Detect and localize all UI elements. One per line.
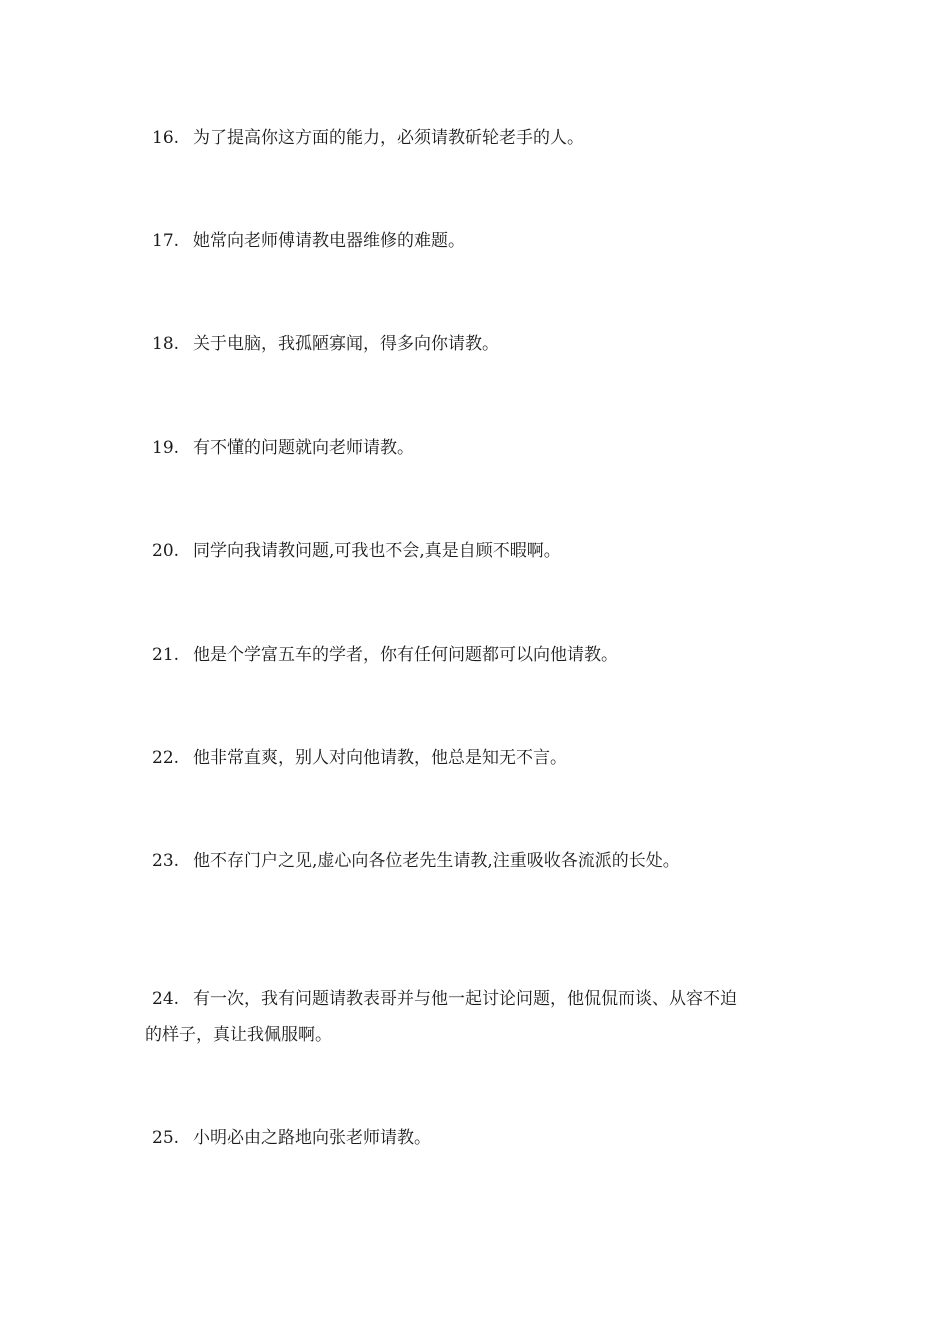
sentence-text: 为了提高你这方面的能力，必须请教斫轮老手的人。 (193, 128, 584, 148)
sentence-text: 小明必由之路地向张老师请教。 (193, 1128, 431, 1148)
sentence-20 (145, 533, 815, 569)
sentence-23 (145, 843, 815, 879)
sentence-number: 23. (152, 851, 180, 871)
sentence-number: 22. (152, 748, 180, 768)
sentence-number: 25. (152, 1128, 180, 1148)
sentence-17 (145, 223, 815, 259)
sentence-24 (145, 981, 815, 1053)
sentence-number: 24. (152, 989, 180, 1009)
sentence-text: 他是个学富五车的学者，你有任何问题都可以向他请教。 (193, 645, 618, 665)
sentence-number: 19. (152, 438, 180, 458)
sentence-text: 他非常直爽，别人对向他请教，他总是知无不言。 (193, 748, 567, 768)
sentence-22 (145, 740, 815, 776)
sentence-number: 21. (152, 645, 180, 665)
sentence-18 (145, 326, 815, 362)
sentence-text: 有一次，我有问题请教表哥并与他一起讨论问题，他侃侃而谈、从容不迫 (193, 989, 737, 1009)
sentence-number: 18. (152, 334, 180, 354)
sentence-text: 有不懂的问题就向老师请教。 (193, 438, 414, 458)
sentence-21 (145, 637, 815, 673)
sentence-25 (145, 1120, 815, 1156)
sentence-text: 他不存门户之见,虚心向各位老先生请教,注重吸收各流派的长处。 (193, 851, 680, 871)
sentence-16 (145, 120, 815, 156)
sentence-number: 16. (152, 128, 180, 148)
sentence-19 (145, 430, 815, 466)
sentence-text-continued: 的样子，真让我佩服啊。 (145, 1025, 332, 1045)
sentence-text: 她常向老师傅请教电器维修的难题。 (193, 231, 465, 251)
sentence-text: 同学向我请教问题,可我也不会,真是自顾不暇啊。 (193, 541, 561, 561)
sentence-number: 20. (152, 541, 180, 561)
sentence-text: 关于电脑，我孤陋寡闻，得多向你请教。 (193, 334, 499, 354)
sentence-number: 17. (152, 231, 180, 251)
